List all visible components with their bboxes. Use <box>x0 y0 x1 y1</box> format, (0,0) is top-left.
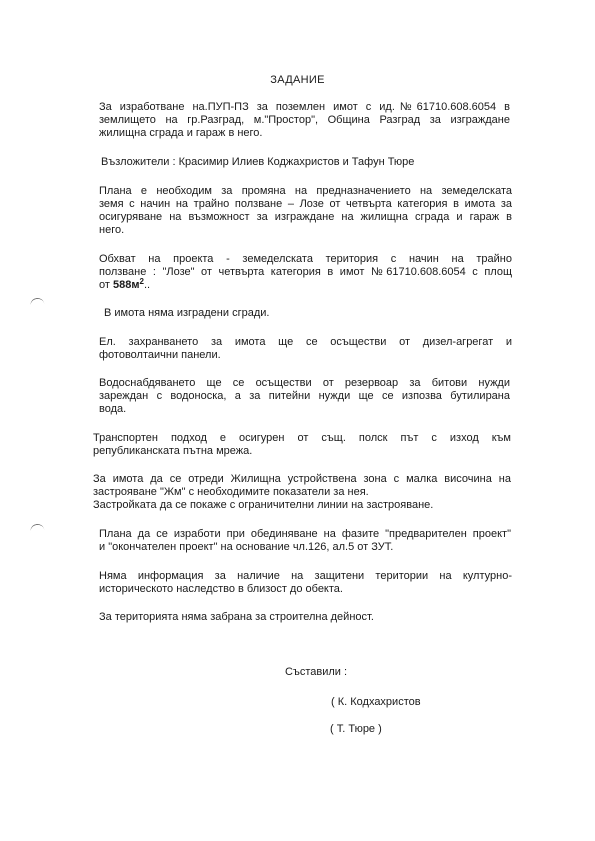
paragraph-purpose <box>99 101 510 140</box>
text-line: За изработване на.ПУП-ПЗ за поземлен имот с ид.№61710.608.6054 в <box>99 101 510 113</box>
text-line: историческото наследство в близост до обекта. <box>99 583 343 595</box>
paragraph-necessity <box>99 185 512 237</box>
text-line: зареждан с водоноска, а за питейни нужди ще се изпозва бутилирана <box>99 390 510 402</box>
paragraph-phases <box>99 528 511 554</box>
paragraph-clients <box>101 156 481 169</box>
text-line: жилищна сграда и гараж в него. <box>99 127 263 139</box>
paragraph-buildings <box>104 307 404 320</box>
text-line: фотоволтаични панели. <box>99 349 221 361</box>
text-line <box>99 279 512 292</box>
margin-mark <box>29 523 44 534</box>
text-line: За територията няма забрана за строителна дейност. <box>99 611 374 623</box>
paragraph-scope <box>99 253 512 292</box>
text-line: и "окончателен проект" на основание чл.126, ал.5 от ЗУТ. <box>99 541 394 553</box>
text-line: осигуряване на възможност за изграждане на жилищна сграда и гараж в <box>99 211 512 223</box>
text-line: Обхват на проекта - земеделската територия с начин на трайно <box>99 253 512 265</box>
text-line: В имота няма изградени сгради. <box>104 307 270 319</box>
text-line: Плана е необходим за промяна на предназначението на земеделската <box>99 185 512 197</box>
text-line: Възложители : Красимир Илиев Коджахристов и Тафун Тюре <box>101 156 415 168</box>
text-line: Транспортен подход е осигурен от същ. полск път с изход към <box>93 432 511 444</box>
text-line: застрояване "Жм" с необходимите показатели за нея. <box>93 486 369 498</box>
paragraph-heritage <box>99 570 512 596</box>
text-line: републиканската пътна мрежа. <box>93 445 253 457</box>
area-value: $588м^2$ <box>112 277 144 291</box>
document-title: ЗАДАНИЕ <box>270 74 325 86</box>
paragraph-electricity <box>99 336 512 362</box>
signature-line: ( Т. Тюре ) <box>330 723 382 735</box>
text-line: За имота да се отреди Жилищна устройствена зона с малка височина на <box>93 473 511 485</box>
text-line: Плана да се изработи при обединяване на фазите "предварителен проект" <box>99 528 511 540</box>
text-line: землището на гр.Разград, м."Простор", Община Разград за изграждане <box>99 114 510 126</box>
text-line: Ел. захранването за имота ще се осъществи от дизел-агрегат и <box>99 336 512 348</box>
paragraph-construction <box>99 611 429 624</box>
signatures-label: Съставили : <box>285 666 348 678</box>
text-line: него. <box>99 224 125 236</box>
paragraph-water <box>99 377 510 416</box>
text-line: земя с начин на трайно ползване – Лозе от четвърта категория в имота за <box>99 198 512 210</box>
text-line: Водоснабдяването ще се осъществи от резервоар за битови нужди <box>99 377 510 389</box>
text-fragment: .. <box>143 279 151 291</box>
margin-mark <box>29 297 44 308</box>
text-line: ползване : "Лозе" от четвърта категория в имот №61710.608.6054 с площ <box>99 266 512 278</box>
paragraph-transport <box>93 432 511 458</box>
text-fragment: от <box>99 279 113 291</box>
text-line: Застройката да се покаже с ограничителни линии на застрояване. <box>93 499 434 511</box>
paragraph-zoning <box>93 473 511 512</box>
text-line: Няма информация за наличие на защитени територии на културно- <box>99 570 512 582</box>
signature-line: ( К. Кодхахристов <box>331 696 421 708</box>
text-line: вода. <box>99 403 127 415</box>
